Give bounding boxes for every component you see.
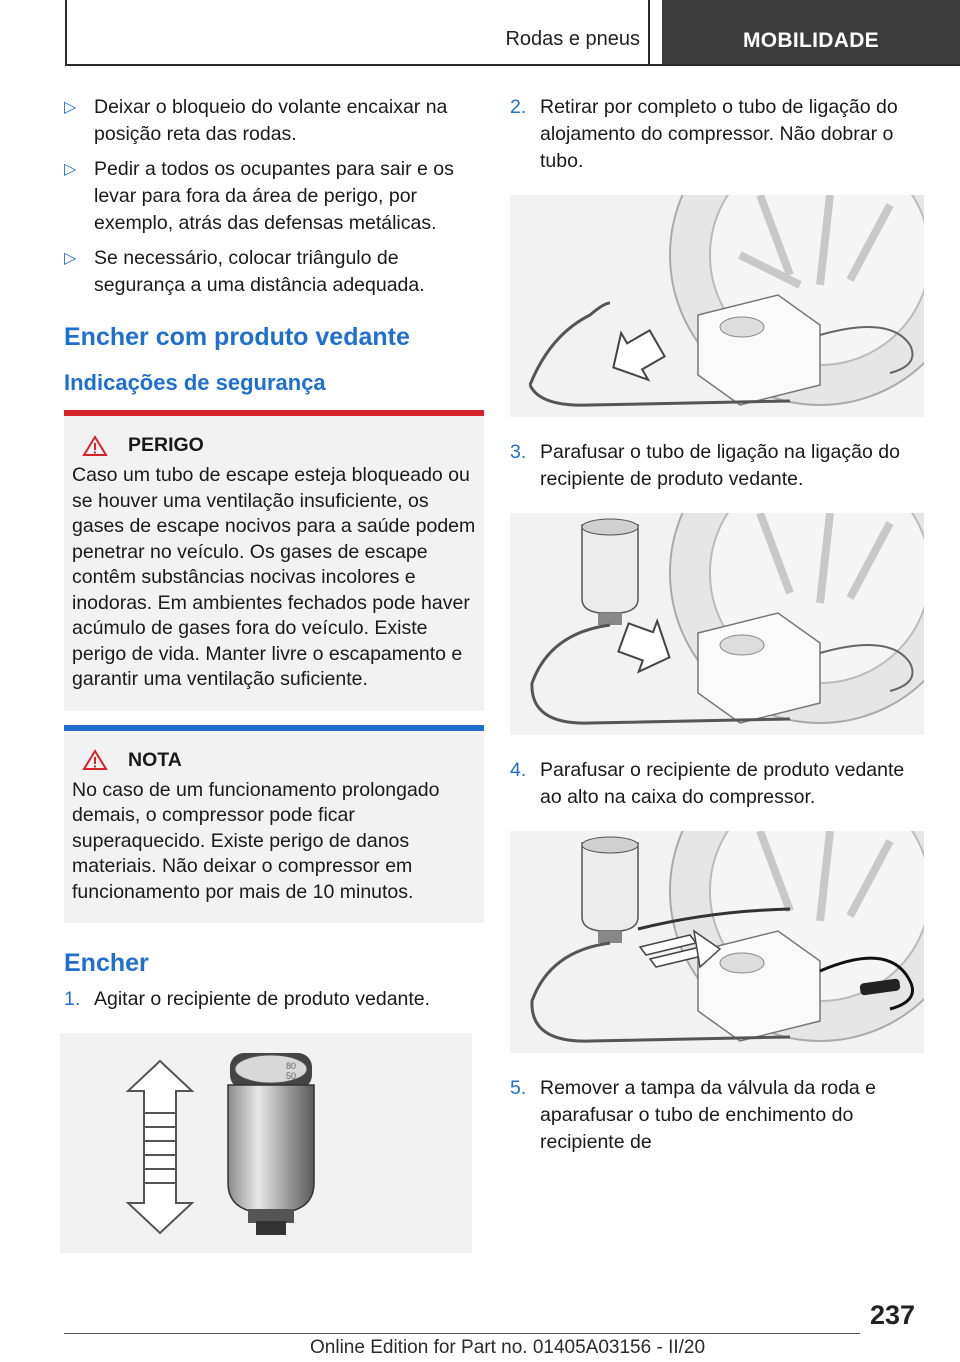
notice-text: No caso de um funcionamento prolongado demais, o compressor pode ficar superaquecido. Existe perigo de danos materiais. Não deixar o compressor em funcionamento por mais de 10 minutos. <box>72 778 440 903</box>
bullet-text: Se necessário, colocar triângulo de segurança a uma distância adequada. <box>94 247 425 296</box>
bullet-triangle-icon: ▷ <box>64 161 77 178</box>
step-number: 5. <box>510 1077 527 1099</box>
heading-seal-fill: Encher com produto vedante <box>64 323 410 351</box>
shake-bottle-illustration <box>60 1033 472 1253</box>
step-item <box>510 1075 930 1156</box>
step-text: Retirar por completo o tubo de ligação do alojamento do compressor. Não dobrar o tubo. <box>540 96 898 172</box>
header-left-rule <box>65 0 67 66</box>
bullet-text: Deixar o bloqueio do volante encaixar na posição reta das rodas. <box>94 96 448 145</box>
step-text: Remover a tampa da válvula da roda e aparafusar o tubo de enchimento do recipiente de <box>540 1077 877 1153</box>
danger-title-row <box>72 434 476 457</box>
warning-triangle-icon <box>82 749 108 771</box>
heading-fill: Encher <box>64 949 149 977</box>
chapter-tab-label: MOBILIDADE <box>743 29 879 52</box>
footer-edition: Online Edition for Part no. 01405A03156 - II/20 <box>310 1337 706 1358</box>
page-number: 237 <box>870 1300 916 1330</box>
step-number: 1. <box>64 988 81 1010</box>
chapter-tab[interactable] <box>662 0 960 64</box>
header-rule <box>65 64 960 66</box>
right-column <box>510 94 930 1156</box>
step-text: Parafusar o tubo de ligação na ligação do recipiente de produto vedante. <box>540 441 900 490</box>
figure-remove-hose <box>510 195 924 417</box>
notice-box <box>64 725 484 924</box>
step-number: 4. <box>510 759 527 781</box>
bullet-item <box>64 156 482 237</box>
step-number: 2. <box>510 96 527 118</box>
figure-shake-bottle <box>60 1033 472 1253</box>
step-text: Agitar o recipiente de produto vedante. <box>94 988 431 1010</box>
step-item <box>510 757 930 811</box>
bullet-text: Pedir a todos os ocupantes para sair e os levar para fora da área de perigo, por exemplo, atrás das defensas metálicas. <box>94 158 454 234</box>
footer-rule <box>64 1333 860 1334</box>
step-item <box>510 94 930 175</box>
danger-box <box>64 410 484 711</box>
warning-triangle-icon <box>82 435 108 457</box>
bullet-triangle-icon: ▷ <box>64 99 77 116</box>
left-column <box>64 94 482 1253</box>
notice-title: NOTA <box>128 748 182 771</box>
compressor-hose-illustration <box>510 195 924 417</box>
bottle-label-2: 50 <box>286 1071 297 1081</box>
bottle-mount-illustration <box>510 831 924 1053</box>
bullet-item <box>64 94 482 148</box>
step-item <box>510 439 930 493</box>
danger-text: Caso um tubo de escape esteja bloqueado ou se houver uma ventilação insuficiente, os gases de escape nocivos para a saúde podem penetrar no veículo. Os gases de escape contêm substâncias nocivas incolores e inodoras. Em ambientes fechados pode haver acúmulo de gases fora do veículo. Existe perigo de vida. Manter livre o escapamento e garantir uma ventilação suficiente. <box>72 464 476 690</box>
danger-title: PERIGO <box>128 434 204 456</box>
header-mid-rule <box>648 0 650 66</box>
step-text: Parafusar o recipiente de produto vedante ao alto na caixa do compressor. <box>540 759 905 808</box>
step-number: 3. <box>510 441 527 463</box>
step-item <box>64 986 482 1013</box>
figure-mount-bottle <box>510 831 924 1053</box>
figure-connect-bottle <box>510 513 924 735</box>
section-title: Rodas e pneus <box>505 28 640 50</box>
notice-title-row <box>72 749 476 772</box>
bottle-label-1: 80 <box>286 1061 297 1071</box>
bullet-triangle-icon: ▷ <box>64 250 77 267</box>
bullet-item <box>64 245 482 299</box>
heading-safety: Indicações de segurança <box>64 370 326 395</box>
bottle-connection-illustration <box>510 513 924 735</box>
